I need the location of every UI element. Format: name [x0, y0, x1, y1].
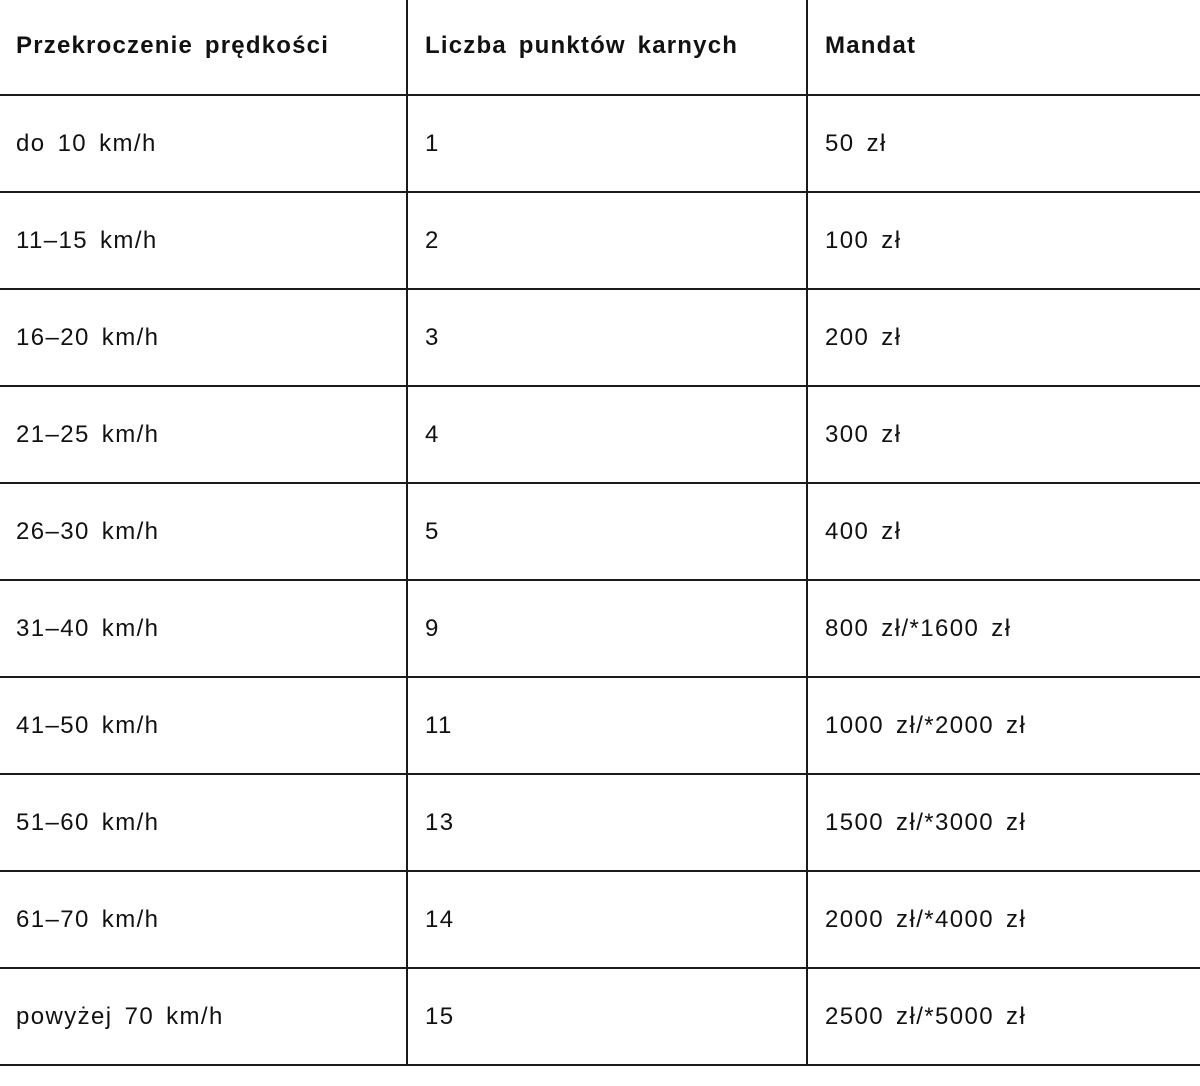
cell-fine: 400 zł — [807, 483, 1200, 580]
cell-fine: 800 zł/*1600 zł — [807, 580, 1200, 677]
cell-speed-excess: 31–40 km/h — [0, 580, 407, 677]
cell-penalty-points: 1 — [407, 95, 807, 192]
table-row — [0, 192, 1200, 289]
table-header-row — [0, 0, 1200, 95]
table-row — [0, 386, 1200, 483]
header-speed-excess: Przekroczenie prędkości — [0, 0, 407, 95]
cell-fine: 2000 zł/*4000 zł — [807, 871, 1200, 968]
cell-fine: 200 zł — [807, 289, 1200, 386]
cell-penalty-points: 9 — [407, 580, 807, 677]
table-row — [0, 580, 1200, 677]
cell-penalty-points: 5 — [407, 483, 807, 580]
cell-speed-excess: 26–30 km/h — [0, 483, 407, 580]
cell-fine: 50 zł — [807, 95, 1200, 192]
cell-speed-excess: 51–60 km/h — [0, 774, 407, 871]
cell-fine: 100 zł — [807, 192, 1200, 289]
cell-penalty-points: 15 — [407, 968, 807, 1065]
cell-fine: 300 zł — [807, 386, 1200, 483]
table-row — [0, 483, 1200, 580]
cell-penalty-points: 3 — [407, 289, 807, 386]
table-row — [0, 968, 1200, 1065]
cell-penalty-points: 13 — [407, 774, 807, 871]
cell-speed-excess: 16–20 km/h — [0, 289, 407, 386]
cell-fine: 1500 zł/*3000 zł — [807, 774, 1200, 871]
cell-speed-excess: 11–15 km/h — [0, 192, 407, 289]
cell-speed-excess: do 10 km/h — [0, 95, 407, 192]
header-penalty-points: Liczba punktów karnych — [407, 0, 807, 95]
cell-penalty-points: 2 — [407, 192, 807, 289]
cell-fine: 1000 zł/*2000 zł — [807, 677, 1200, 774]
table-row — [0, 871, 1200, 968]
header-fine: Mandat — [807, 0, 1200, 95]
cell-penalty-points: 11 — [407, 677, 807, 774]
cell-speed-excess: powyżej 70 km/h — [0, 968, 407, 1065]
cell-speed-excess: 21–25 km/h — [0, 386, 407, 483]
cell-fine: 2500 zł/*5000 zł — [807, 968, 1200, 1065]
cell-speed-excess: 41–50 km/h — [0, 677, 407, 774]
table-row — [0, 677, 1200, 774]
table-row — [0, 95, 1200, 192]
cell-penalty-points: 14 — [407, 871, 807, 968]
cell-speed-excess: 61–70 km/h — [0, 871, 407, 968]
table-row — [0, 774, 1200, 871]
table-row — [0, 289, 1200, 386]
cell-penalty-points: 4 — [407, 386, 807, 483]
